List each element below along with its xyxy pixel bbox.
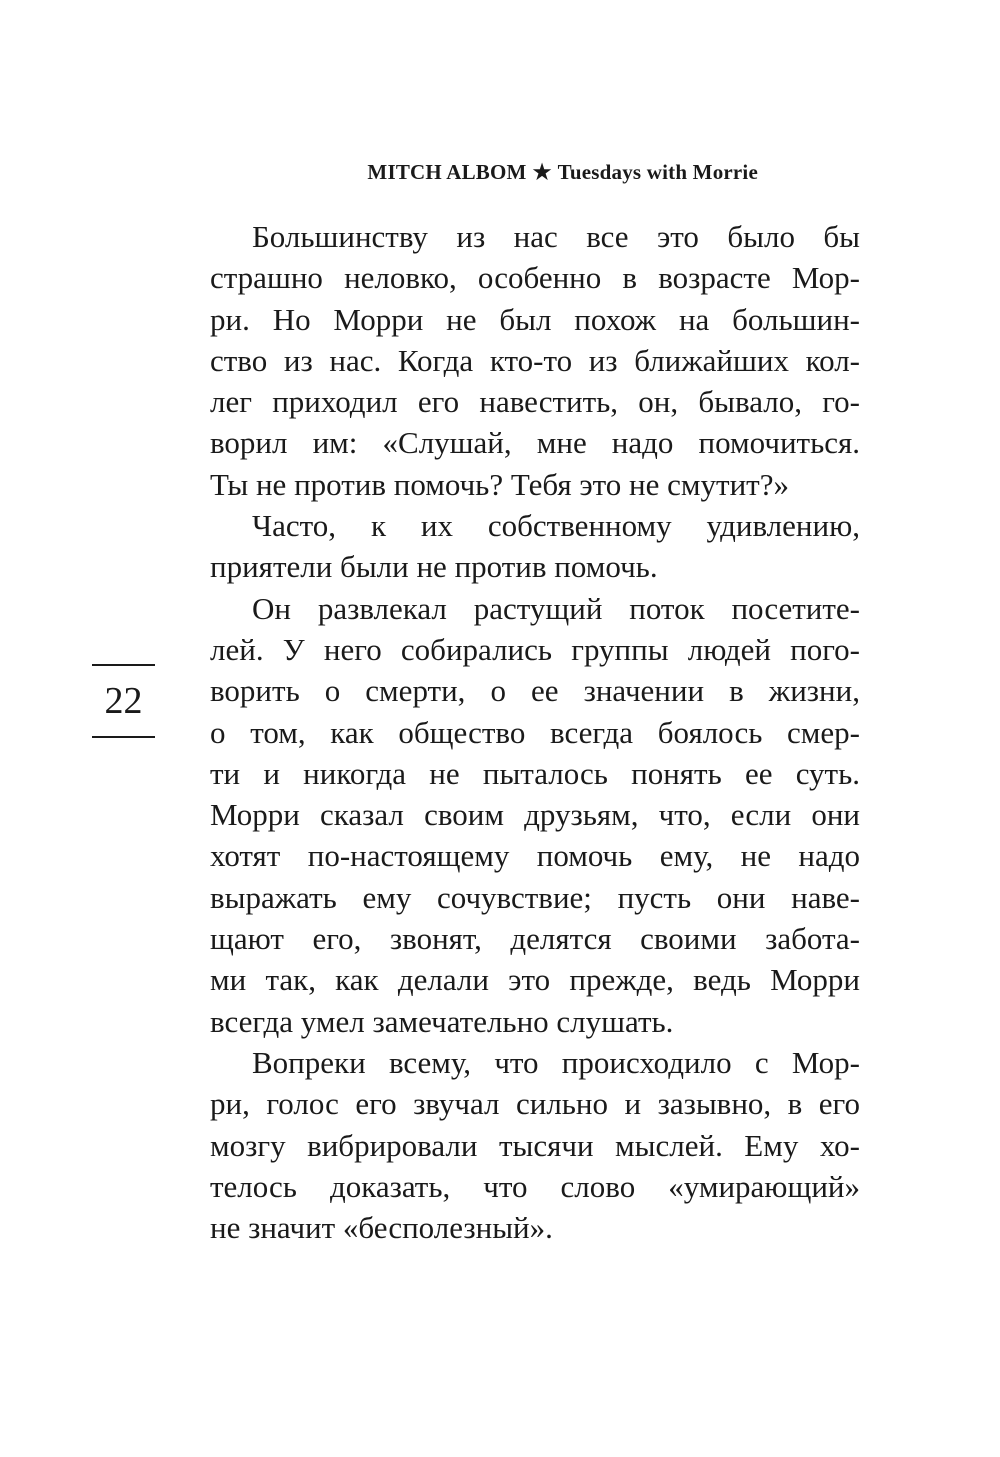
text-line: щают его, звонят, делятся своими забота- (210, 921, 860, 957)
text-line: ми так, как делали это прежде, ведь Морри (210, 962, 860, 998)
text-line: выражать ему сочувствие; пусть они наве- (210, 879, 860, 915)
text-line: ворить о смерти, о ее значении в жизни, (210, 673, 860, 709)
text-line: приятели были не против помочь. (210, 549, 658, 585)
text-line: всегда умел замечательно слушать. (210, 1003, 674, 1039)
page-number: 22 (104, 680, 143, 722)
text-line: мозгу вибрировали тысячи мыслей. Ему хо- (210, 1127, 860, 1163)
text-line: Ты не против помочь? Тебя это не смутит?» (210, 466, 789, 502)
text-line: телось доказать, что слово «умирающий» (210, 1168, 860, 1204)
text-line: ти и никогда не пыталось понять ее суть. (210, 755, 860, 791)
text-line: ство из нас. Когда кто-то из ближайших кол- (210, 342, 860, 378)
text-line: Вопреки всему, что происходило с Мор- (252, 1044, 860, 1080)
text-line: ри. Но Морри не был похож на большин- (210, 301, 860, 337)
running-header (210, 160, 758, 185)
text-line: Он развлекал растущий поток посетите- (252, 590, 860, 626)
text-line: Морри сказал своим друзьям, что, если они (210, 797, 860, 833)
text-line: лег приходил его навестить, он, бывало, го- (210, 384, 860, 420)
text-line: ворил им: «Слушай, мне надо помочиться. (210, 425, 860, 461)
star-separator-icon: ★ (532, 160, 552, 184)
header-author: MITCH ALBOM (367, 160, 527, 184)
text-line: Часто, к их собственному удивлению, (252, 508, 860, 544)
text-line: страшно неловко, особенно в возрасте Мор- (210, 260, 860, 296)
body-text (210, 216, 860, 1248)
header-book-title: Tuesdays with Morrie (557, 160, 758, 184)
text-line: лей. У него собирались группы людей пого- (210, 631, 860, 667)
page-number-rule-bottom (92, 736, 155, 738)
page-number-marker (92, 664, 155, 738)
text-line: хотят по-настоящему помочь ему, не надо (210, 838, 860, 874)
text-line: ри, голос его звучал сильно и зазывно, в его (210, 1086, 860, 1122)
text-line: Большинству из нас все это было бы (252, 219, 860, 254)
text-line: не значит «бесполезный». (210, 1210, 553, 1246)
text-line: о том, как общество всегда боялось смер- (210, 714, 860, 750)
